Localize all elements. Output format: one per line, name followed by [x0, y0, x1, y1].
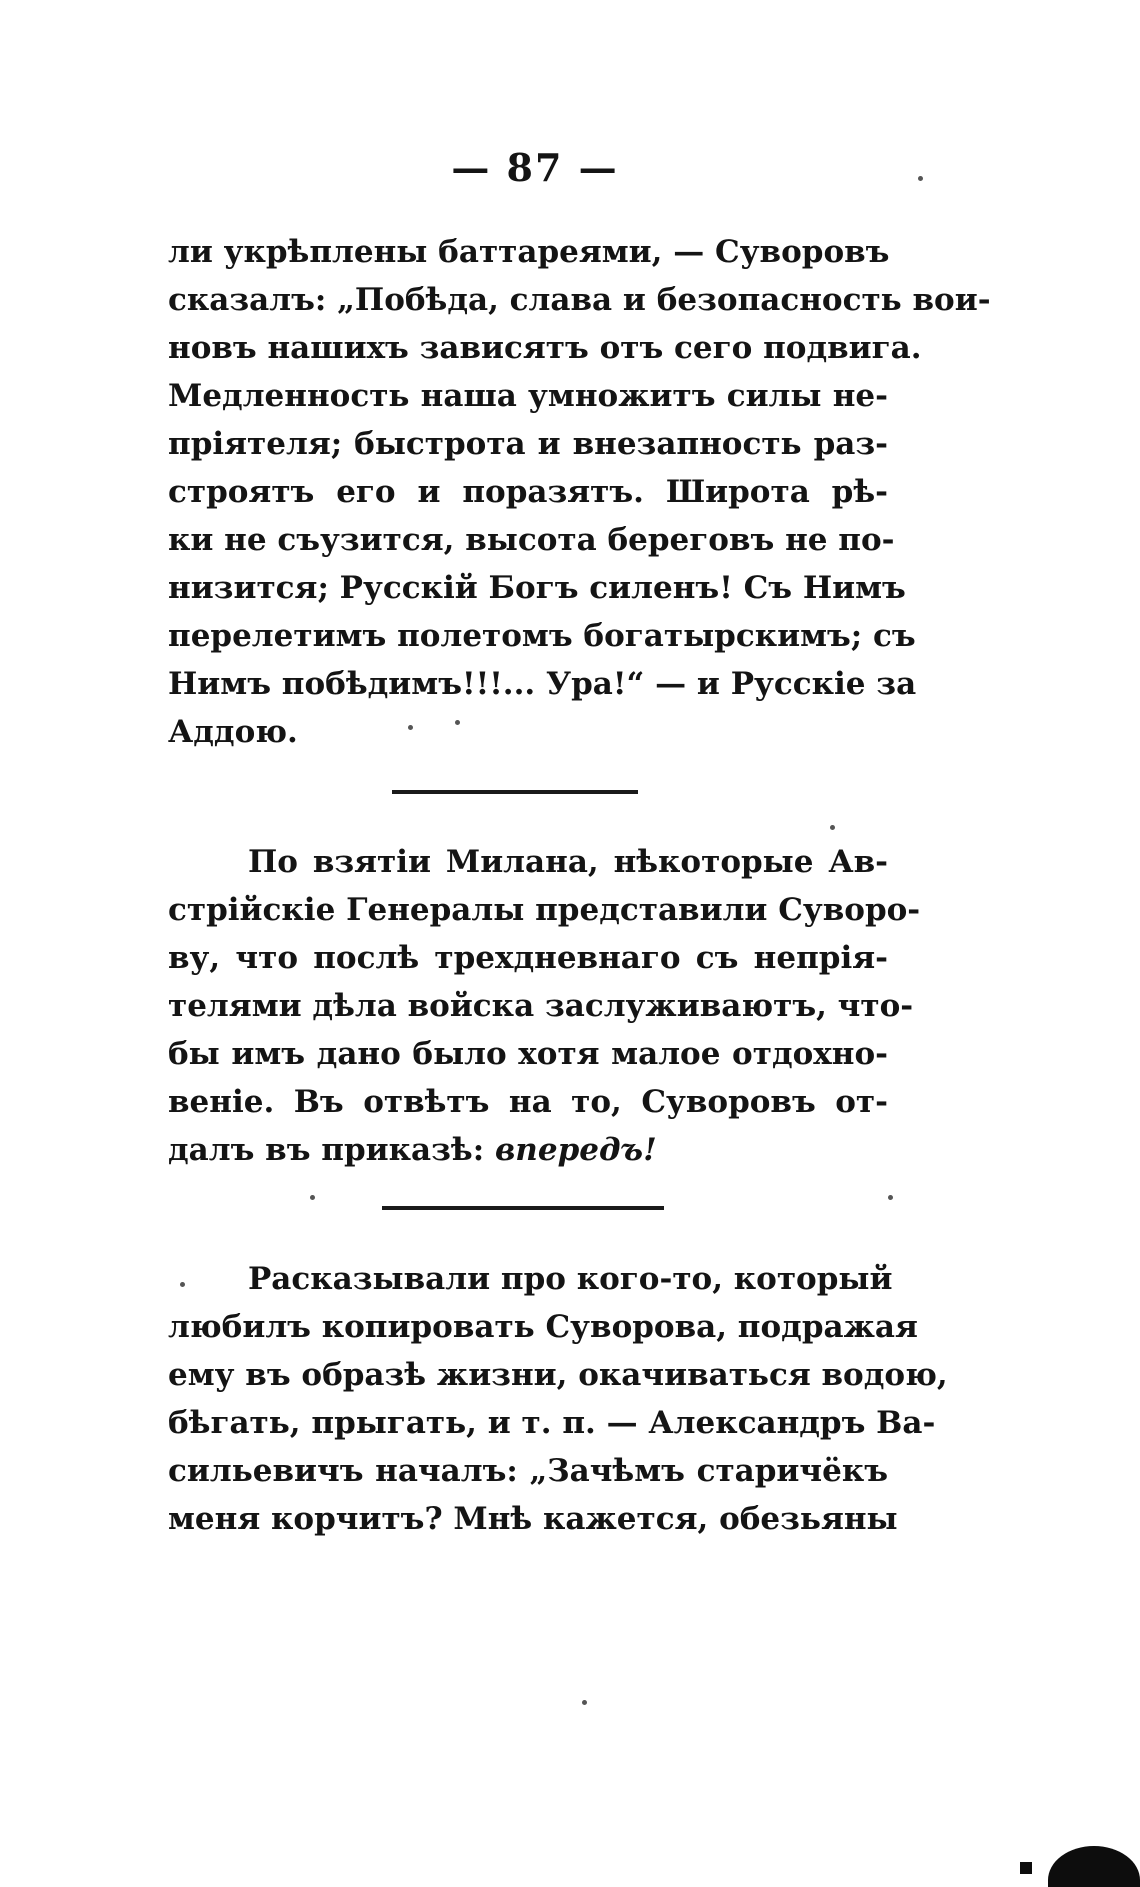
text-line: стрійскіе Генералы представили Суворо-	[168, 892, 921, 928]
scan-speck	[918, 176, 923, 181]
scan-speck	[455, 720, 460, 725]
scan-speck	[830, 825, 835, 830]
text-line: Аддою.	[168, 714, 298, 750]
text-line: ву, что послѣ трехдневнаго съ непрія-	[168, 940, 888, 976]
text-line: ему въ образѣ жизни, окачиваться водою,	[168, 1357, 948, 1393]
section-divider	[392, 790, 638, 794]
text-line: сильевичъ началъ: „Зачѣмъ старичёкъ	[168, 1453, 888, 1489]
emphasized-word: впередъ!	[494, 1132, 657, 1168]
text-line: веніе. Въ отвѣтъ на то, Суворовъ от-	[168, 1084, 888, 1120]
text-line: ки не съузится, высота береговъ не по-	[168, 522, 895, 558]
text-line: любилъ копировать Суворова, подражая	[168, 1309, 918, 1345]
scan-speck	[888, 1195, 893, 1200]
text-line: Медленность наша умножитъ силы не-	[168, 378, 888, 414]
ink-mark	[1020, 1862, 1032, 1874]
scan-speck	[408, 725, 413, 730]
text-line: Расказывали про кого-то, который	[248, 1261, 893, 1297]
ink-blot	[1048, 1846, 1140, 1887]
text-line: ли укрѣплены баттареями, — Суворовъ	[168, 234, 890, 270]
scan-speck	[310, 1195, 315, 1200]
paragraph-2	[168, 838, 921, 1174]
scan-speck	[582, 1700, 587, 1705]
text-line: сказалъ: „Побѣда, слава и безопасность вои-	[168, 282, 991, 318]
text-line: Нимъ побѣдимъ!!!... Ура!“ — и Русскіе за	[168, 666, 917, 702]
text-line: меня корчитъ? Мнѣ кажется, обезьяны	[168, 1501, 898, 1537]
page-number: — 87 —	[451, 145, 619, 190]
text-line: бѣгать, прыгать, и т. п. — Александръ Ва-	[168, 1405, 936, 1441]
scan-speck	[180, 1282, 185, 1287]
text-line: пріятеля; быстрота и внезапность раз-	[168, 426, 888, 462]
text-fragment: далъ въ приказѣ:	[168, 1132, 495, 1168]
paragraph-3	[168, 1255, 948, 1543]
text-line: низится; Русскій Богъ силенъ! Съ Нимъ	[168, 570, 906, 606]
text-line: По взятіи Милана, нѣкоторые Ав-	[248, 844, 888, 880]
text-line	[168, 1126, 888, 1174]
paragraph-1	[168, 228, 991, 756]
text-line: новъ нашихъ зависятъ отъ сего подвига.	[168, 330, 922, 366]
text-line: строятъ его и поразятъ. Широта рѣ-	[168, 474, 888, 510]
text-line: перелетимъ полетомъ богатырскимъ; съ	[168, 618, 916, 654]
section-divider	[382, 1206, 664, 1210]
text-line: бы имъ дано было хотя малое отдохно-	[168, 1036, 888, 1072]
text-line: телями дѣла войска заслуживаютъ, что-	[168, 988, 914, 1024]
